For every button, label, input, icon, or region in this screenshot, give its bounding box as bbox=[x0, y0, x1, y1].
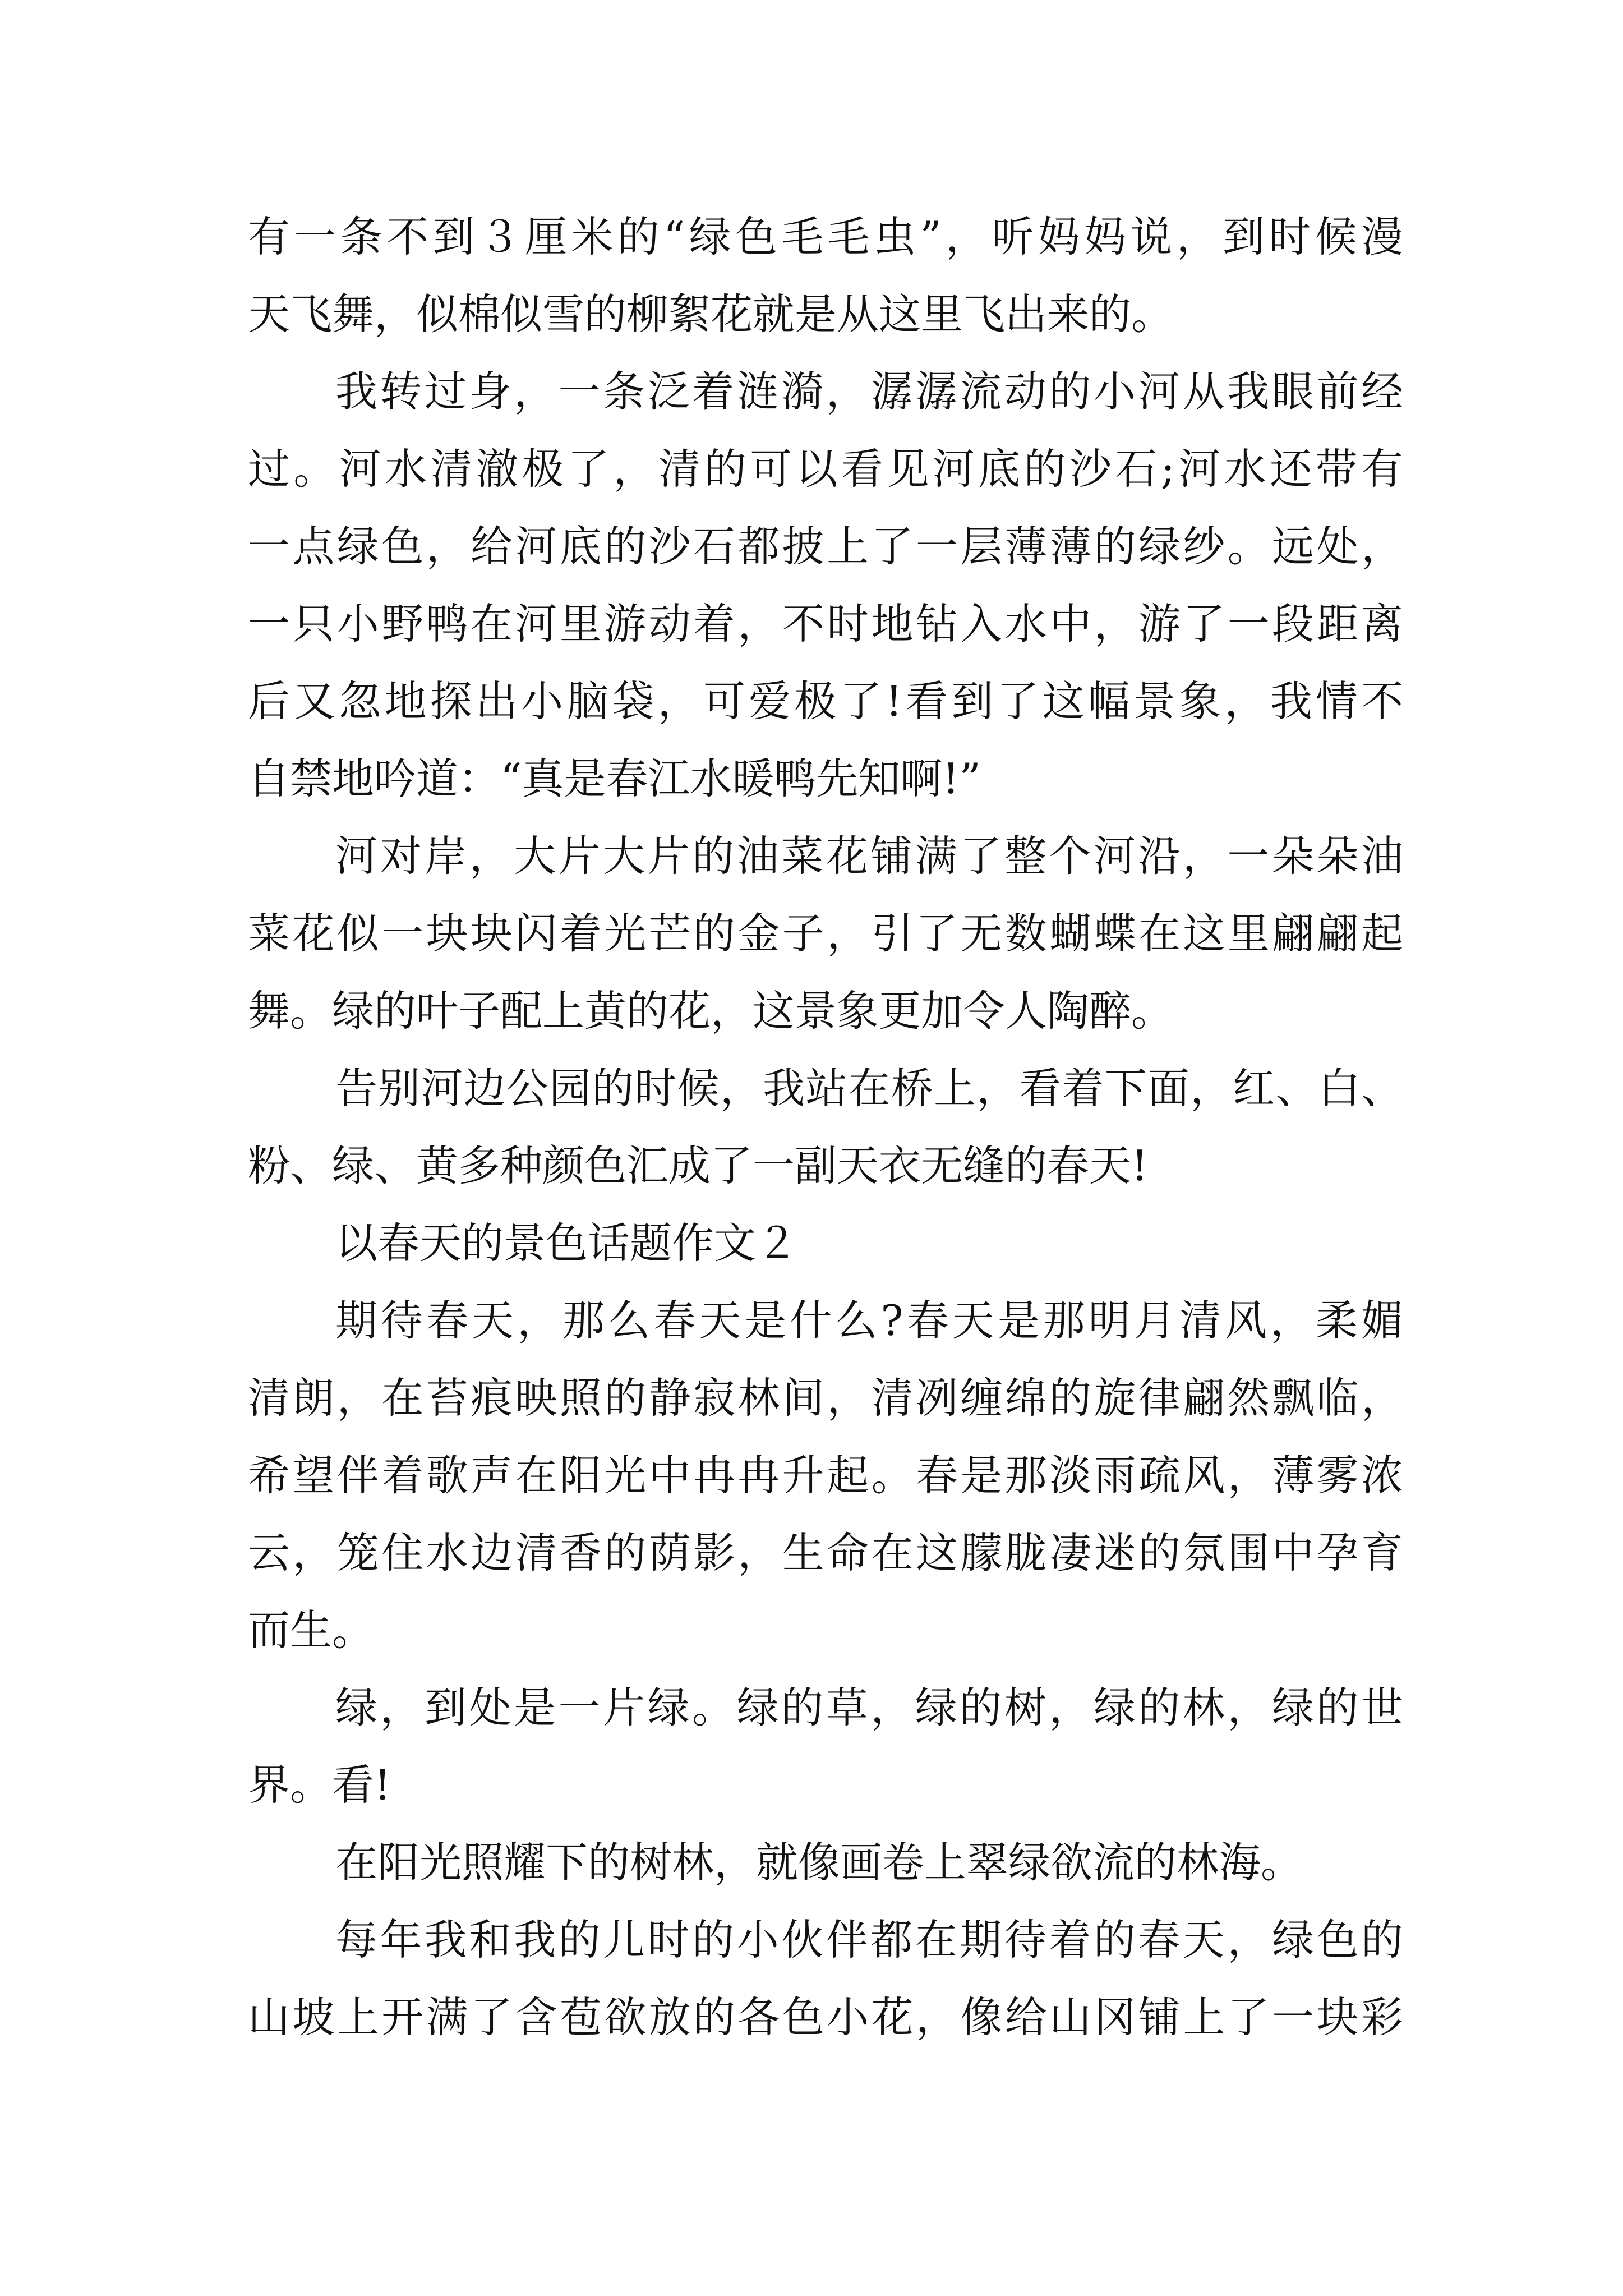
text-line: 清朗，在苔痕映照的静寂林间，清冽缠绵的旋律翩然飘临， bbox=[248, 1373, 1403, 1423]
text-line: 希望伴着歌声在阳光中冉冉升起。春是那淡雨疏风，薄雾浓 bbox=[248, 1451, 1403, 1500]
text-line: 粉、绿、黄多种颜色汇成了一副天衣无缝的春天! bbox=[248, 1141, 1149, 1190]
text-line: 山坡上开满了含苞欲放的各色小花，像给山冈铺上了一块彩 bbox=[248, 1993, 1403, 2042]
text-line: 菜花似一块块闪着光芒的金子，引了无数蝴蝶在这里翩翩起 bbox=[248, 909, 1403, 958]
text-line: 绿，到处是一片绿。绿的草，绿的树，绿的林，绿的世 bbox=[335, 1683, 1403, 1732]
text-line: 一只小野鸭在河里游动着，不时地钻入水中，游了一段距离 bbox=[248, 599, 1403, 648]
text-line: 界。看! bbox=[248, 1760, 391, 1810]
text-line: 一点绿色，给河底的沙石都披上了一层薄薄的绿纱。远处， bbox=[248, 522, 1403, 571]
text-line: 告别河边公园的时候，我站在桥上，看着下面，红、白、 bbox=[335, 1064, 1403, 1113]
text-line: 期待春天，那么春天是什么?春天是那明月清风，柔媚 bbox=[335, 1296, 1403, 1345]
text-line: 过。河水清澈极了，清的可以看见河底的沙石;河水还带有 bbox=[248, 444, 1403, 494]
text-line: 自禁地吟道：“真是春江水暖鸭先知啊!” bbox=[248, 754, 981, 803]
text-line: 河对岸，大片大片的油菜花铺满了整个河沿，一朵朵油 bbox=[335, 831, 1403, 881]
text-line: 天飞舞，似棉似雪的柳絮花就是从这里飞出来的。 bbox=[248, 289, 1174, 339]
text-line: 云，笼住水边清香的荫影，生命在这朦胧凄迷的氛围中孕育 bbox=[248, 1528, 1403, 1577]
text-line: 而生。 bbox=[248, 1605, 375, 1655]
text-line: 舞。绿的叶子配上黄的花，这景象更加令人陶醉。 bbox=[248, 986, 1174, 1036]
text-line: 在阳光照耀下的树林，就像画卷上翠绿欲流的林海。 bbox=[335, 1838, 1303, 1887]
section-heading: 以春天的景色话题作文２ bbox=[335, 1218, 799, 1268]
text-line: 每年我和我的儿时的小伙伴都在期待着的春天，绿色的 bbox=[335, 1915, 1403, 1964]
text-line: 后又忽地探出小脑袋，可爱极了!看到了这幅景象，我情不 bbox=[248, 677, 1403, 726]
text-line: 有一条不到３厘米的“绿色毛毛虫”，听妈妈说，到时候漫 bbox=[248, 212, 1403, 261]
text-line: 我转过身，一条泛着涟漪，潺潺流动的小河从我眼前经 bbox=[335, 367, 1403, 416]
